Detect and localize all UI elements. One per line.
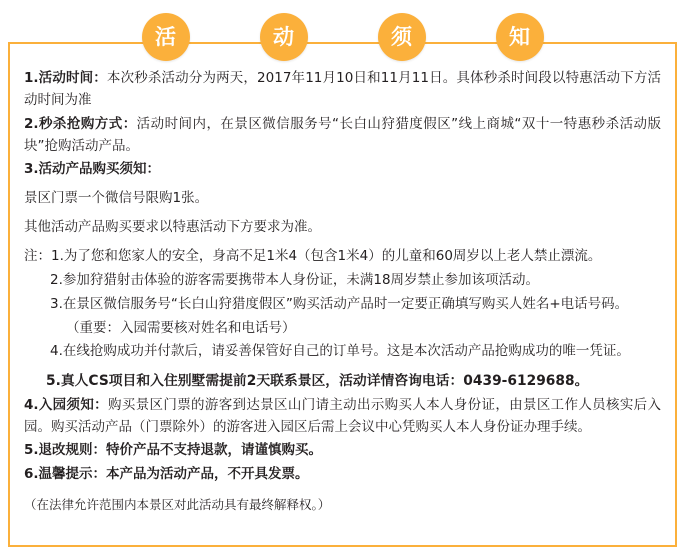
notice-item-6 bbox=[24, 464, 661, 486]
notice-item-1 bbox=[24, 68, 661, 112]
notice-item-2 bbox=[24, 114, 661, 158]
notice-content bbox=[24, 68, 661, 515]
item-4-label: 4.入园须知： bbox=[24, 396, 109, 413]
notice-item-5 bbox=[24, 440, 661, 462]
item-2-label: 2.秒杀抢购方式： bbox=[24, 115, 137, 132]
header-circle-2: 动 bbox=[260, 13, 308, 61]
item-3-note-3-sub: （重要：入园需要核对姓名和电话号） bbox=[66, 319, 296, 336]
item-2-text: 活动时间内，在景区微信服务号“长白山狩猎度假区”线上商城“双十一特惠秒杀活动版块”抢购活动产品。 bbox=[24, 115, 661, 154]
header-circle-1: 活 bbox=[142, 13, 190, 61]
item-4-text: 购买景区门票的游客到达景区山门请主动出示购买人本人身份证，由景区工作人员核实后入园。购买活动产品（门票除外）的游客进入园区后需上会议中心凭购买人本人身份证办理手续。 bbox=[24, 396, 662, 435]
item-6-label: 6.温馨提示： bbox=[24, 466, 107, 483]
item-3-line-2: 其他活动产品购买要求以特惠活动下方要求为准。 bbox=[24, 219, 321, 236]
notice-footer: （在法律允许范围内本景区对此活动具有最终解释权。） bbox=[24, 497, 331, 513]
item-3-note-3 bbox=[24, 294, 661, 316]
header-circles bbox=[0, 8, 685, 66]
item-3-note-3-text: 3.在景区微信服务号“长白山狩猎度假区”购买活动产品时一定要正确填写购买人姓名+电话号码。 bbox=[50, 295, 629, 312]
header-circle-4: 知 bbox=[496, 13, 544, 61]
item-5-label: 5.退改规则： bbox=[24, 442, 107, 459]
item-3-note-4: 4.在线抢购成功并付款后，请妥善保管好自己的订单号。这是本次活动产品抢购成功的唯一凭证。 bbox=[50, 343, 630, 360]
item-6-text: 本产品为活动产品，不开具发票。 bbox=[106, 466, 309, 483]
item-1-text: 本次秒杀活动分为两天，2017年11月10日和11月11日。具体秒杀时间段以特惠活动下方活动时间为准 bbox=[24, 70, 661, 108]
notice-item-4 bbox=[24, 395, 661, 439]
item-3-note-2: 2.参加狩猎射击体验的游客需要携带本人身份证，未满18周岁禁止参加该项活动。 bbox=[50, 271, 540, 288]
notice-item-3-label: 3.活动产品购买须知： bbox=[24, 161, 161, 178]
header-circle-3: 须 bbox=[378, 13, 426, 61]
item-3-line-1: 景区门票一个微信号限购1张。 bbox=[24, 190, 209, 207]
item-1-label: 1.活动时间： bbox=[24, 70, 107, 86]
item-3-note-5: 5.真人CS项目和入住别墅需提前2天联系景区，活动详情咨询电话：0439-6129688。 bbox=[46, 373, 589, 390]
item-3-note-1: 注：1.为了您和您家人的安全，身高不足1米4（包含1米4）的儿童和60周岁以上老人禁止漂流。 bbox=[24, 248, 602, 265]
item-5-text: 特价产品不支持退款，请谨慎购买。 bbox=[106, 442, 323, 459]
notice-box bbox=[8, 42, 677, 547]
